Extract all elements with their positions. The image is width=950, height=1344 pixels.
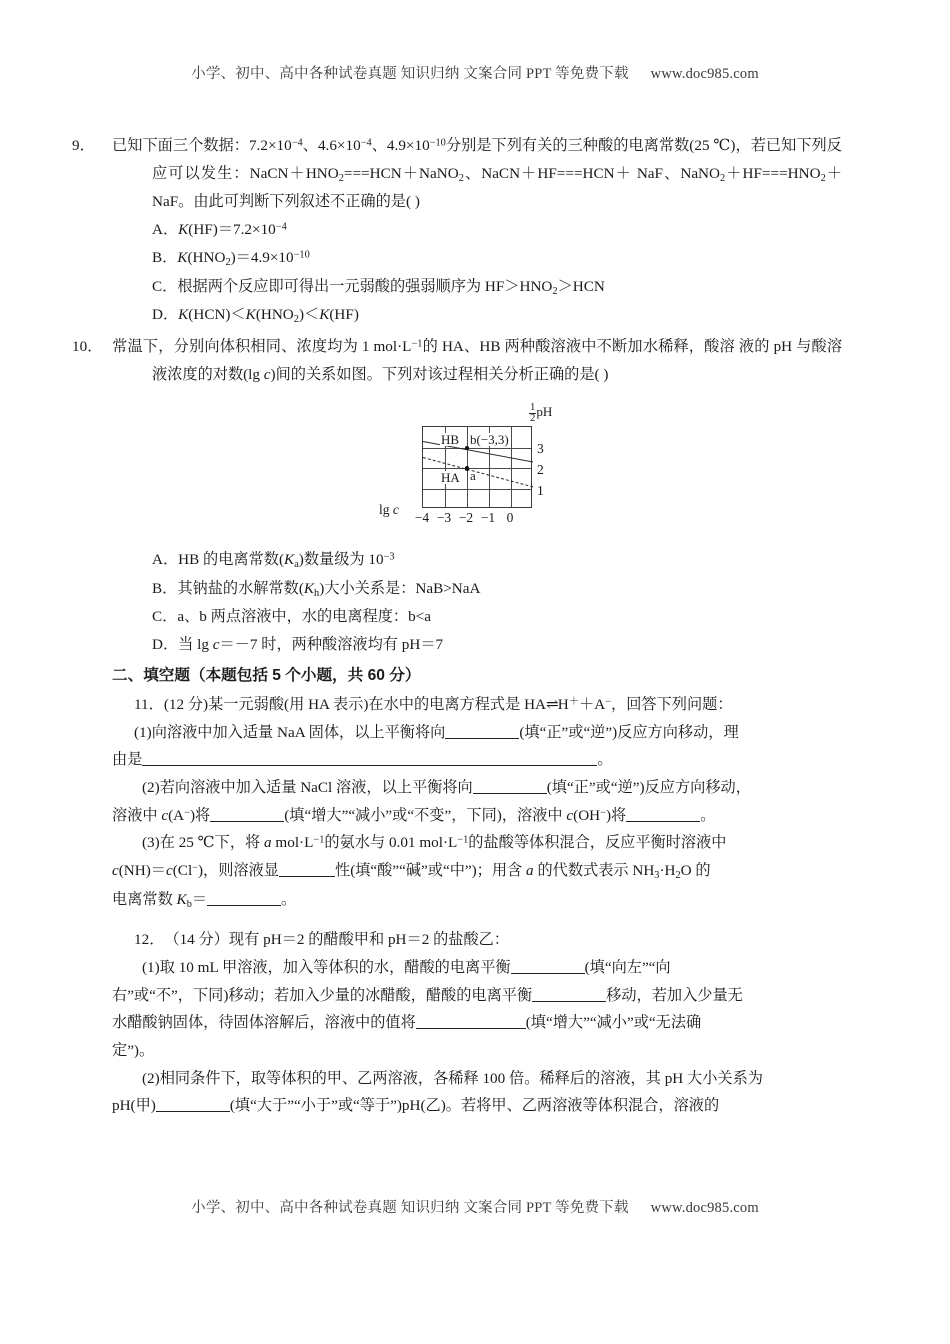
question-11-part-3-cont (112, 857, 842, 886)
q12-p1-blank-3[interactable] (416, 1028, 526, 1029)
q11-p3-e3: )，则溶液显 (198, 862, 279, 880)
q9-opt-b-k: K (177, 249, 188, 267)
question-11-part-2-cont (112, 802, 842, 830)
chart-gridline-h1 (423, 448, 531, 449)
question-11-part-3-cont2 (112, 886, 842, 915)
question-9 (72, 132, 843, 329)
chart-y-axis-title (529, 400, 552, 424)
q11-p3-it-a: a (264, 834, 272, 852)
q11-stem-sup-b: ＋ (568, 696, 580, 708)
q12-p1-f: (填“增大”“减小”或“无法确 (525, 1014, 702, 1032)
q10-opt-b-t1: 其钠盐的水解常数( (177, 579, 304, 597)
q9-opt-d-sub: 2 (293, 313, 299, 325)
q9-opt-d-t2: (HNO (255, 305, 294, 323)
question-10 (72, 333, 843, 659)
q11-p3-e-sup: − (192, 862, 198, 874)
question-11-part-2 (112, 774, 842, 802)
running-footer-url: www.doc985.com (650, 1200, 759, 1216)
q11-p2-d: (填“增大”“减小”或“不变”，下同)，溶液中 (284, 806, 567, 824)
q9-opt-d-k3: K (319, 305, 330, 323)
question-11-part-3 (112, 829, 842, 857)
q10-opt-a-t1: HB 的电离常数( (178, 551, 285, 569)
section-2-title: 二、填空题（本题包括 5 个小题，共 60 分） (112, 667, 421, 685)
chart-xtick-n2: −2 (458, 510, 474, 526)
running-footer-text: 小学、初中、高中各种试卷真题 知识归纳 文案合同 PPT 等免费下载 (191, 1200, 629, 1216)
q11-stem-sup-c: − (605, 696, 612, 708)
q10-stem-1sup: −1 (411, 338, 423, 350)
q11-p1-blank-2[interactable] (142, 765, 597, 766)
q9-stem-3a: NaF、NaNO (636, 164, 720, 182)
q12-p1-c: 右”或“不”，下同)移动；若加入少量的冰醋酸，醋酸的电离平衡 (112, 986, 533, 1004)
q11-p3-g: 的代数式表示 NH (533, 862, 655, 880)
question-11-stem (112, 691, 842, 719)
q12-p2-a: (2)相同条件下，取等体积的甲、乙两溶液，各稀释 100 倍。稀释后的溶液，其 pH 大小关系为 (142, 1069, 763, 1087)
q11-p1-b: (填“正”或“逆”)反应方向移动，理 (519, 723, 739, 741)
q11-p2-blank-2[interactable] (210, 821, 284, 822)
q9-stem-3c: ＋NaF。由此可判断下列叙述不正确的是( ) (152, 164, 843, 211)
chart-gridline-h2 (423, 468, 531, 469)
q11-p2-blank-1[interactable] (473, 793, 547, 794)
q9-opt-b-sub: 2 (225, 257, 231, 269)
q9-opt-d-prefix: D． (152, 305, 179, 323)
q9-opt-c-prefix: C． (152, 277, 178, 295)
q12-p1-blank-1[interactable] (511, 973, 585, 974)
q11-p3-g2-sub: 2 (675, 869, 681, 881)
running-header (0, 62, 950, 83)
q9-sup-c: −10 (429, 137, 446, 149)
q11-p3-a: (3)在 25 ℃下，将 (142, 834, 265, 852)
chart-ytick-2: 2 (537, 462, 544, 478)
q12-p1-g: 定”)。 (112, 1042, 155, 1060)
q10-opt-d-prefix: D． (152, 636, 179, 654)
chart-frac-denominator: 2 (530, 413, 536, 425)
q10-opt-b-ksub: h (314, 587, 320, 599)
q11-p3-sup-c: −1 (457, 834, 469, 846)
q12-stem: （14 分）现有 pH＝2 的醋酸甲和 pH＝2 的盐酸乙： (164, 931, 510, 949)
q11-p3-h2: ＝ (191, 890, 208, 908)
question-12-part-2-cont (112, 1092, 842, 1120)
q10-opt-d-t2: ＝－7 时，两种酸溶液均有 pH＝7 (219, 636, 444, 654)
q11-stem-b: H (557, 696, 569, 714)
q12-p1-e: 水醋酸钠固体，待固体溶解后，溶液中的值将 (112, 1014, 416, 1032)
q11-p3-blank-2[interactable] (207, 905, 281, 906)
q11-p3-d: 的盐酸等体积混合，反应平衡时溶液中 (468, 834, 727, 852)
q9-sub-3a: 2 (720, 172, 726, 184)
q10-opt-a-k: K (284, 551, 295, 569)
q9-stem-a: 已知下面三个数据：7.2×10 (112, 137, 292, 154)
q11-p2-e: 。 (700, 806, 716, 824)
q10-stem-1b: 的 HA、HB 两种酸溶液中不断加水稀释，酸溶 (422, 338, 735, 356)
q11-p2-c2: (A (168, 806, 185, 824)
question-12-number: 12． (134, 931, 165, 949)
question-10-option-b[interactable] (112, 575, 842, 603)
q10-opt-a-sup: −3 (383, 551, 395, 563)
q11-stem-c: ＋A (579, 696, 606, 714)
q11-p3-c: 的氨水与 0.01 mol·L (324, 834, 458, 852)
chart-gridline-v4 (511, 427, 512, 507)
question-11-part-1-reason (112, 746, 842, 774)
q10-opt-a-t2: )数量级为 10 (298, 551, 384, 569)
chart-label-point-b: b(−3,3) (470, 432, 509, 448)
chart-ytick-1: 1 (537, 483, 544, 499)
question-10-figure (112, 398, 842, 540)
question-9-option-a[interactable] (112, 216, 842, 244)
q10-stem-2b: )间的关系如图。下列对该过程相关分析正确的是( ) (270, 365, 609, 383)
q11-equilibrium-arrow-icon: ⇌ (546, 696, 558, 714)
q11-p3-h-sub: b (186, 898, 192, 910)
document-body (72, 132, 843, 1120)
question-10-option-d[interactable] (112, 631, 842, 659)
q11-p3-blank-1[interactable] (279, 876, 335, 877)
q9-opt-b-text-b: )＝4.9×10 (230, 249, 294, 267)
q10-opt-d-t1: 当 lg (178, 636, 213, 654)
q11-p3-g3: O 的 (680, 862, 711, 880)
q10-opt-c-text: a、b 两点溶液中，水的电离程度：b<a (177, 607, 431, 625)
question-12 (112, 926, 842, 1120)
q11-p3-f: 性(填“酸”“碱”或“中”)；用含 (335, 862, 527, 880)
q9-opt-d-t4: (HF) (329, 305, 359, 323)
q9-opt-a-k: K (178, 221, 189, 239)
question-11-part-1 (112, 719, 842, 747)
question-9-option-b[interactable] (112, 244, 842, 272)
q9-opt-a-prefix: A． (152, 221, 179, 239)
q11-p2-d-it: c (566, 806, 574, 824)
q11-p1-d: 。 (597, 751, 613, 769)
q11-p2-c-sup: − (184, 807, 190, 819)
chart-ytick-3: 3 (537, 441, 544, 457)
q9-stem-b: 、4.6×10 (302, 137, 361, 154)
q10-stem-1a: 常温下，分别向体积相同、浓度均为 1 mol·L (112, 338, 412, 356)
q9-stem-2b: ===HCN＋NaNO (343, 164, 459, 182)
q9-opt-d-k1: K (178, 305, 189, 323)
q11-p3-h-k: K (176, 890, 187, 908)
q12-p1-d: 移动，若加入少量无 (606, 986, 743, 1004)
q11-p1-blank-1[interactable] (445, 738, 519, 739)
q9-opt-c-text-b: ＞HCN (557, 277, 605, 295)
q9-stem-2c: 、NaCN＋HF===HCN＋ (463, 164, 632, 182)
q9-sup-a: −4 (291, 137, 303, 149)
q11-p3-e-it: c (112, 862, 119, 880)
q9-opt-d-k2: K (245, 305, 256, 323)
running-header-url: www.doc985.com (650, 66, 759, 82)
q11-p1-a: (1)向溶液中加入适量 NaA 固体，以上平衡将向 (134, 723, 446, 741)
q11-p2-b: (填“正”或“逆”)反应方向移动， (546, 779, 751, 797)
q11-p2-blank-3[interactable] (626, 821, 700, 822)
question-10-option-c[interactable] (112, 603, 842, 631)
question-12-part-2 (112, 1065, 842, 1093)
q11-p3-h: 电离常数 (112, 890, 177, 908)
q11-p3-b: mol·L (271, 834, 314, 852)
question-12-part-1-cont3 (112, 1037, 842, 1065)
question-11-number: 11． (134, 696, 164, 714)
q10-opt-b-prefix: B． (152, 579, 178, 597)
q9-opt-b-sup: −10 (293, 249, 310, 261)
q11-p2-c-it: c (161, 806, 169, 824)
q11-p2-d2: (OH (573, 806, 601, 824)
chart-plot-area (422, 426, 532, 508)
running-footer (0, 1196, 950, 1217)
q11-p3-f-it: a (526, 862, 534, 880)
q9-opt-d-t1: (HCN)＜ (188, 305, 246, 323)
q9-opt-c-text-a: 根据两个反应即可得出一元弱酸的强弱顺序为 HF＞HNO (177, 277, 553, 295)
q10-opt-d-it: c (212, 636, 220, 654)
chart-xtick-n3: −3 (436, 510, 452, 526)
q11-p2-d-sup: − (600, 807, 606, 819)
q10-opt-a-ksub: a (294, 559, 299, 571)
q9-opt-b-text-a: (HNO (187, 249, 226, 267)
q10-stem-2a: 液的 pH 与酸溶液浓度的对数(lg (152, 338, 843, 383)
question-9-stem: 9． 已知下面三个数据：$7.2\times 10^{-4}$、$4.6\times 10^{-4}$、$4.9\times 10^{-10}$分别是下列有关的三种酸的电离常数(25 ℃)，若已知下列反应可以发生：$NaCN+HNO_2===HCN+NaNO_2$、NaCN＋HF===HCN＋ NaF、$NaNO_2+HF===HNO_2+NaF$。由此可判断下列叙述不正确的是( ) (72, 137, 843, 211)
q11-p3-g2: ·H (659, 862, 676, 880)
chart-label-hb: HB (441, 432, 460, 448)
question-12-part-1-cont2 (112, 1009, 842, 1037)
q9-sup-b: −4 (360, 137, 372, 149)
q10-stem-2it: c (263, 365, 271, 383)
q9-stem-2a: ℃)，若已知下列反应可以发生：NaCN＋HNO (152, 137, 842, 182)
q11-stem-d: ，回答下列问题： (611, 696, 733, 714)
question-12-stem (112, 926, 842, 954)
chart-xtick-n4: −4 (414, 510, 430, 526)
q12-p1-blank-2[interactable] (532, 1001, 606, 1002)
q9-opt-a-text: (HF)＝7.2×10 (188, 221, 276, 239)
chart-y-axis-label: pH (536, 404, 553, 420)
chart-label-ha: HA (441, 470, 460, 486)
q9-stem-c: 、4.9×10 (371, 137, 430, 154)
q10-opt-c-prefix: C． (152, 607, 178, 625)
q9-opt-c-sub: 2 (552, 285, 558, 297)
q9-stem-3b: ＋HF===HNO (725, 164, 821, 182)
question-9-option-c[interactable] (112, 273, 842, 301)
q11-p3-e2: (Cl (172, 862, 193, 880)
q9-opt-b-prefix: B． (152, 249, 178, 267)
q11-p3-g-sub: 3 (654, 869, 660, 881)
question-10-stem: 10． 常温下，分别向体积相同、浓度均为 1 $mol\cdot L^{-1}$的 HA、HB 两种酸溶液中不断加水稀释，酸溶 液的 pH 与酸溶液浓度的对数(lg c)间的关系如图。下列对该过程相关分析正确的是( ) (72, 338, 843, 383)
q11-p1-c: 由是 (112, 751, 143, 769)
q10-opt-a-prefix: A． (152, 551, 179, 569)
question-9-option-d[interactable] (112, 301, 842, 329)
q11-p2-a: (2)若向溶液中加入适量 NaCl 溶液，以上平衡将向 (142, 779, 473, 797)
q11-p3-e: (NH)＝ (118, 862, 166, 880)
q9-sub-2a: 2 (338, 172, 344, 184)
q10-opt-b-t2: )大小关系是：NaB>NaA (319, 579, 481, 597)
q12-p2-blank-1[interactable] (156, 1111, 230, 1112)
q12-p2-b: pH(甲) (112, 1097, 156, 1115)
q11-stem-a: (12 分)某一元弱酸(用 HA 表示)在水中的电离方程式是 HA (163, 696, 547, 714)
chart-xtick-0: 0 (506, 510, 514, 526)
q12-p1-b: (填“向左”“向 (584, 959, 671, 977)
q9-opt-a-sup: −4 (275, 221, 287, 233)
q9-sub-3b: 2 (820, 172, 826, 184)
q9-stem-d: 分别是下列有关的三种酸的电离常数(25 (445, 137, 710, 154)
question-11 (112, 691, 842, 914)
chart-label-point-a: a (470, 468, 476, 484)
question-12-part-1 (112, 954, 842, 982)
chart-x-axis-title: lg c (379, 502, 399, 518)
q12-p2-c: (填“大于”“小于”或“等于”)pH(乙)。若将甲、乙两溶液等体积混合，溶液的 (229, 1097, 720, 1115)
q11-p2-c: 溶液中 (112, 806, 162, 824)
question-12-part-1-cont (112, 982, 842, 1010)
chart-gridline-h3 (423, 489, 531, 490)
q9-sub-2b: 2 (458, 172, 464, 184)
q11-p2-c3: )将 (189, 806, 211, 824)
running-header-text: 小学、初中、高中各种试卷真题 知识归纳 文案合同 PPT 等免费下载 (191, 66, 629, 82)
ph-vs-lgc-chart (377, 398, 577, 540)
q11-p3-sup-b: −1 (313, 834, 325, 846)
q12-p1-a: (1)取 10 mL 甲溶液，加入等体积的水，醋酸的电离平衡 (142, 959, 511, 977)
q11-p3-e2-it: c (166, 862, 173, 880)
q9-opt-d-t3: )＜ (298, 305, 320, 323)
chart-xtick-n1: −1 (480, 510, 496, 526)
q11-p2-d3: )将 (605, 806, 627, 824)
q11-p3-i: 。 (281, 890, 297, 908)
chart-frac-numerator: 1 (530, 401, 536, 413)
q10-opt-b-k: K (303, 579, 315, 597)
chart-x-axis-var: c (392, 502, 399, 518)
question-10-option-a[interactable] (112, 546, 842, 574)
